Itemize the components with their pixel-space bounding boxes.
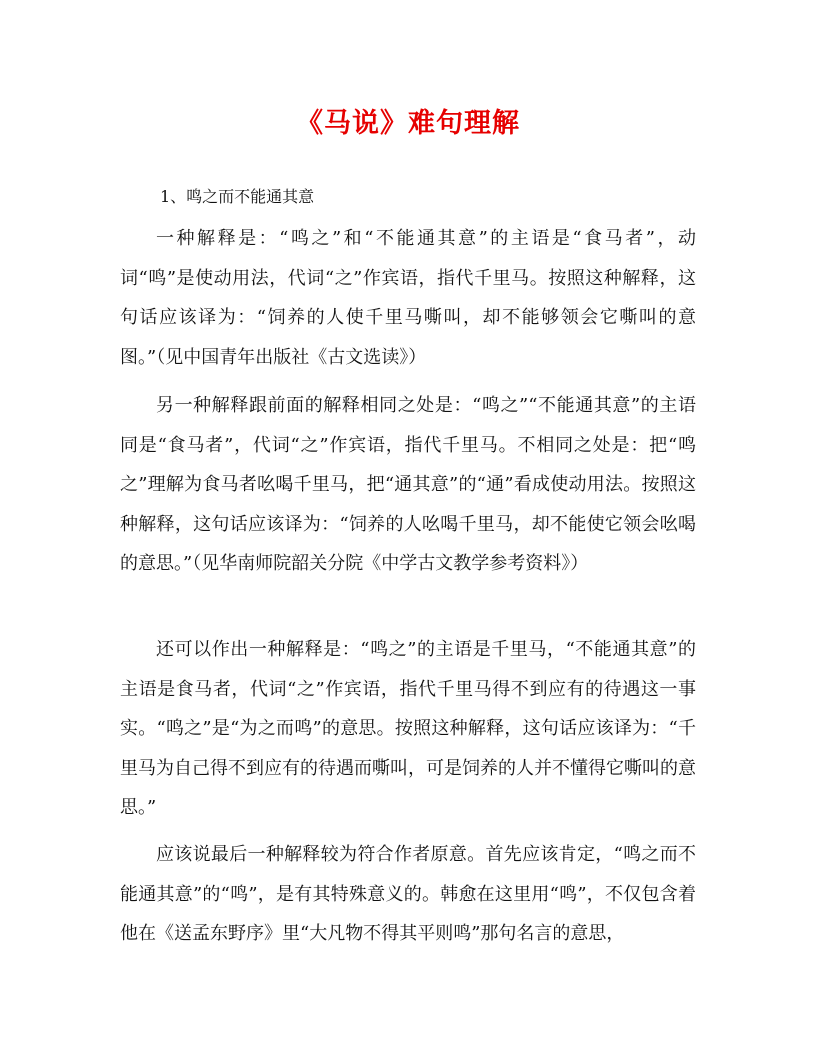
paragraph-4: 应该说最后一种解释较为符合作者原意。首先应该肯定，“鸣之而不能通其意”的“鸣”，是有其特殊意义的。韩愈在这里用“鸣”，不仅包含着他在《送孟东野序》里“大凡物不得其平则鸣”那句名言的意思，	[120, 844, 696, 944]
paragraph-1: 一种解释是：“鸣之”和“不能通其意”的主语是“食马者”，动词“鸣”是使动用法，代词“之”作宾语，指代千里马。按照这种解释，这句话应该译为：“饲养的人使千里马嘶叫，却不能够领会它嘶叫的意图。”（见中国青年出版社《古文选读》）	[120, 228, 696, 368]
document-title: 《马说》难句理解	[296, 108, 520, 139]
section-heading: 1、鸣之而不能通其意	[160, 187, 315, 206]
paragraph-3: 还可以作出一种解释是：“鸣之”的主语是千里马，“不能通其意”的主语是食马者，代词“之”作宾语，指代千里马得不到应有的待遇这一事实。“鸣之”是“为之而鸣”的意思。按照这种解释，这句话应该译为：“千里马为自己得不到应有的待遇而嘶叫，可是饲养的人并不懂得它嘶叫的意思。”	[120, 639, 696, 818]
paragraph-2: 另一种解释跟前面的解释相同之处是：“鸣之”“不能通其意”的主语同是“食马者”，代词“之”作宾语，指代千里马。不相同之处是：把“鸣之”理解为食马者吆喝千里马，把“通其意”的“通”看成使动用法。按照这种解释，这句话应该译为：“饲养的人吆喝千里马，却不能使它领会吆喝的意思。”（见华南师院韶关分院《中学古文教学参考资料》）	[120, 395, 696, 574]
